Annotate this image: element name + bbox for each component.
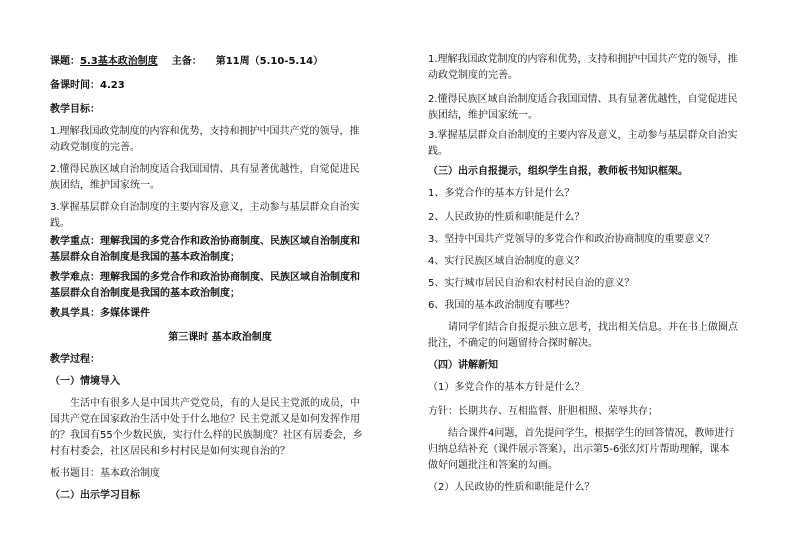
- goal-3-line-1: 3.掌握基层群众自治制度的主要内容及意义，主动参与基层群众自治实: [50, 202, 360, 213]
- section-3-heading: （三）出示自报提示，组织学生自报，教师板书知识框架。: [428, 166, 688, 177]
- goals-heading: 教学目标：: [50, 104, 100, 115]
- question-6: 6、我国的基本政治制度有哪些？: [428, 300, 575, 311]
- week-label: 第11周（5.10-5.14）: [215, 56, 324, 67]
- right-goal-3-line-1: 3.掌握基层群众自治制度的主要内容及意义，主动参与基层群众自治实: [428, 130, 738, 141]
- goal-1-line-2: 动政党制度的完善。: [50, 142, 140, 153]
- explanation-line-2: 归纳总结补充（课件展示答案），出示第5-6张幻灯片帮助理解，课本: [428, 444, 730, 455]
- lesson-title: 第三课时 基本政治制度: [168, 332, 272, 343]
- goal-2-line-1: 2.懂得民族区域自治制度适合我国国情、具有显著优越性，自觉促进民: [50, 164, 360, 175]
- goal-2-line-2: 族团结，维护国家统一。: [50, 180, 160, 191]
- difficult-points-line-2: 基层群众自治制度是我国的基本政治制度；: [50, 288, 240, 299]
- key-points-line-2: 基层群众自治制度是我国的基本政治制度；: [50, 252, 240, 263]
- subquestion-2: （2）人民政协的性质和职能是什么？: [428, 482, 595, 493]
- board-title: 板书题目：基本政治制度: [50, 468, 160, 479]
- intro-line-2: 国共产党在国家政治生活中处于什么地位？民主党派又是如何发挥作用: [50, 414, 360, 425]
- title-topic: 5.3基本政治制度: [80, 56, 158, 67]
- intro-line-4: 村有村委会，社区居民和乡村村民是如何实现自治的？: [50, 446, 290, 457]
- subquestion-1: （1）多党合作的基本方针是什么？: [428, 382, 585, 393]
- right-goal-3-line-2: 践。: [428, 146, 448, 157]
- section-2-heading: （二）出示学习目标: [50, 490, 140, 501]
- guidance-line-1: 请同学们结合自报提示独立思考，找出相关信息。并在书上做圈点: [448, 322, 738, 333]
- title-prefix: 课题：: [50, 56, 80, 67]
- goal-3-line-2: 践。: [50, 218, 70, 229]
- prep-time: 备课时间：4.23: [50, 80, 125, 91]
- question-1: 1、多党合作的基本方针是什么？: [428, 188, 575, 199]
- section-1-heading: （一）情境导入: [50, 376, 120, 387]
- guidance-line-2: 批注，不确定的问题留待合探时解决。: [428, 338, 598, 349]
- right-goal-1-line-2: 动政党制度的完善。: [428, 70, 518, 81]
- question-2: 2、人民政协的性质和职能是什么？: [428, 212, 585, 223]
- question-4: 4、实行民族区域自治制度的意义？: [428, 256, 585, 267]
- header-line: [50, 54, 323, 70]
- teaching-tools: 教具学具：多媒体课件: [50, 308, 150, 319]
- explanation-line-3: 做好问题批注和答案的勾画。: [428, 460, 558, 471]
- process-heading: 教学过程：: [50, 354, 100, 365]
- right-goal-1-line-1: 1.理解我国政党制度的内容和优势，支持和拥护中国共产党的领导，推: [428, 54, 738, 65]
- key-points-line-1: 教学重点：理解我国的多党合作和政治协商制度、民族区域自治制度和: [50, 236, 360, 247]
- lead-preparer-label: 主备：: [171, 56, 202, 67]
- explanation-line-1: 结合课件4问题，首先提问学生，根据学生的回答情况，教师进行: [448, 428, 735, 439]
- question-5: 5、实行城市居民自治和农村村民自治的意义？: [428, 278, 635, 289]
- section-4-heading: （四）讲解新知: [428, 360, 498, 371]
- difficult-points-line-1: 教学难点：理解我国的多党合作和政治协商制度、民族区域自治制度和: [50, 272, 360, 283]
- policy-line: 方针：长期共存、互相监督、肝胆相照、荣辱共存；: [428, 406, 658, 417]
- right-goal-2-line-2: 族团结，维护国家统一。: [428, 110, 538, 121]
- intro-line-3: 的？我国有55个少数民族，实行什么样的民族制度？社区有居委会，乡: [50, 430, 363, 441]
- intro-line-1: 生活中有很多人是中国共产党党员，有的人是民主党派的成员，中: [70, 398, 360, 409]
- right-goal-2-line-1: 2.懂得民族区域自治制度适合我国国情、具有显著优越性，自觉促进民: [428, 94, 738, 105]
- question-3: 3、坚持中国共产党领导的多党合作和政治协商制度的重要意义？: [428, 234, 715, 245]
- goal-1-line-1: 1.理解我国政党制度的内容和优势，支持和拥护中国共产党的领导，推: [50, 126, 360, 137]
